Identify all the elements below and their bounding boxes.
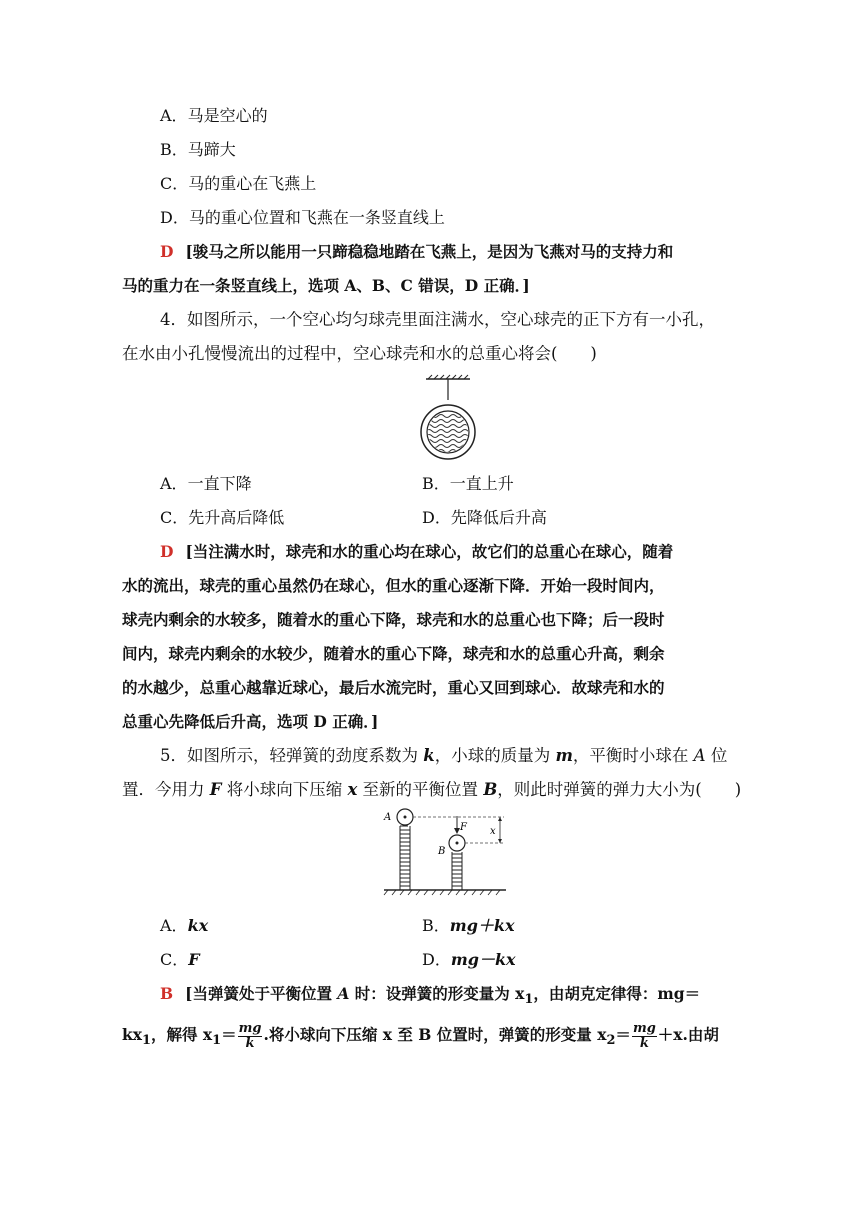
q5-option-d: D．mg－kx bbox=[422, 950, 516, 969]
q4-answer-line-4: 间内，球壳内剩余的水较少，随着水的重心下降，球壳和水的总重心升高，剩余 bbox=[122, 644, 665, 663]
q5-answer-letter: B bbox=[160, 984, 174, 1003]
q4-stem-line-2: 在水由小孔慢慢流出的过程中，空心球壳和水的总重心将会( ) bbox=[122, 344, 597, 363]
q3-option-a: A．马是空心的 bbox=[160, 106, 268, 125]
q5-stem-line-2: 置．今用力 F 将小球向下压缩 x 至新的平衡位置 B，则此时弹簧的弹力大小为( ) bbox=[122, 780, 742, 799]
q4-option-c: C．先升高后降低 bbox=[160, 508, 285, 527]
q3-answer-line-2: 马的重力在一条竖直线上，选项 A、B、C 错误，D 正确．] bbox=[122, 276, 530, 295]
q4-answer-line-5: 的水越少，总重心越靠近球心，最后水流完时，重心又回到球心．故球壳和水的 bbox=[122, 678, 665, 697]
q5-option-c: C．F bbox=[160, 950, 200, 969]
q4-option-d: D．先降低后升高 bbox=[422, 508, 547, 527]
q4-option-b: B．一直上升 bbox=[422, 474, 514, 493]
q5-answer-line-1: B [当弹簧处于平衡位置 A 时：设弹簧的形变量为 $x_1$，由胡克定律得：mg＝ bbox=[160, 984, 701, 1008]
q4-answer-line-3: 球壳内剩余的水较多，随着水的重心下降，球壳和水的总重心也下降；后一段时 bbox=[122, 610, 665, 629]
q5-label-b: B bbox=[438, 846, 446, 857]
q4-stem-line-1: 4．如图所示，一个空心均匀球壳里面注满水，空心球壳的正下方有一小孔， bbox=[160, 310, 715, 329]
q5-spring-figure bbox=[380, 806, 510, 898]
q4-answer-line-1: D [当注满水时，球壳和水的重心均在球心，故它们的总重心在球心，随着 bbox=[160, 542, 674, 561]
q5-label-x: x bbox=[490, 826, 496, 837]
q5-option-a: A．kx bbox=[160, 916, 209, 935]
q5-option-b: B．mg＋kx bbox=[422, 916, 515, 935]
q5-label-f: F bbox=[460, 822, 467, 833]
q4-option-a: A．一直下降 bbox=[160, 474, 252, 493]
q3-option-b: B．马蹄大 bbox=[160, 140, 236, 159]
q3-option-c: C．马的重心在飞燕上 bbox=[160, 174, 317, 193]
q3-answer-letter: D bbox=[160, 242, 174, 261]
q4-answer-line-2: 水的流出，球壳的重心虽然仍在球心，但水的重心逐渐下降．开始一段时间内， bbox=[122, 576, 665, 595]
q4-shell-figure bbox=[418, 374, 478, 464]
q3-option-d: D．马的重心位置和飞燕在一条竖直线上 bbox=[160, 208, 445, 227]
q5-fraction-1: $\frac{mg}{k}$ bbox=[238, 1020, 262, 1051]
q3-answer-line-1: D [骏马之所以能用一只蹄稳稳地踏在飞燕上，是因为飞燕对马的支持力和 bbox=[160, 242, 674, 261]
q5-stem-line-1: 5．如图所示，轻弹簧的劲度系数为 k，小球的质量为 m，平衡时小球在 A 位 bbox=[160, 746, 728, 765]
q5-answer-line-2: $kx_1$，解得 $x_1=$ $\frac{mg}{k}$ .将小球向下压缩 x 至 B 位置时，弹簧的形变量 $x_2=$ $\frac{mg}{k}$ ＋x.由胡 bbox=[122, 1020, 719, 1051]
q5-label-a: A bbox=[384, 812, 392, 823]
q4-answer-letter: D bbox=[160, 542, 174, 561]
q5-fraction-2: $\frac{mg}{k}$ bbox=[632, 1020, 656, 1051]
q4-answer-line-6: 总重心先降低后升高，选项 D 正确．] bbox=[122, 712, 379, 731]
